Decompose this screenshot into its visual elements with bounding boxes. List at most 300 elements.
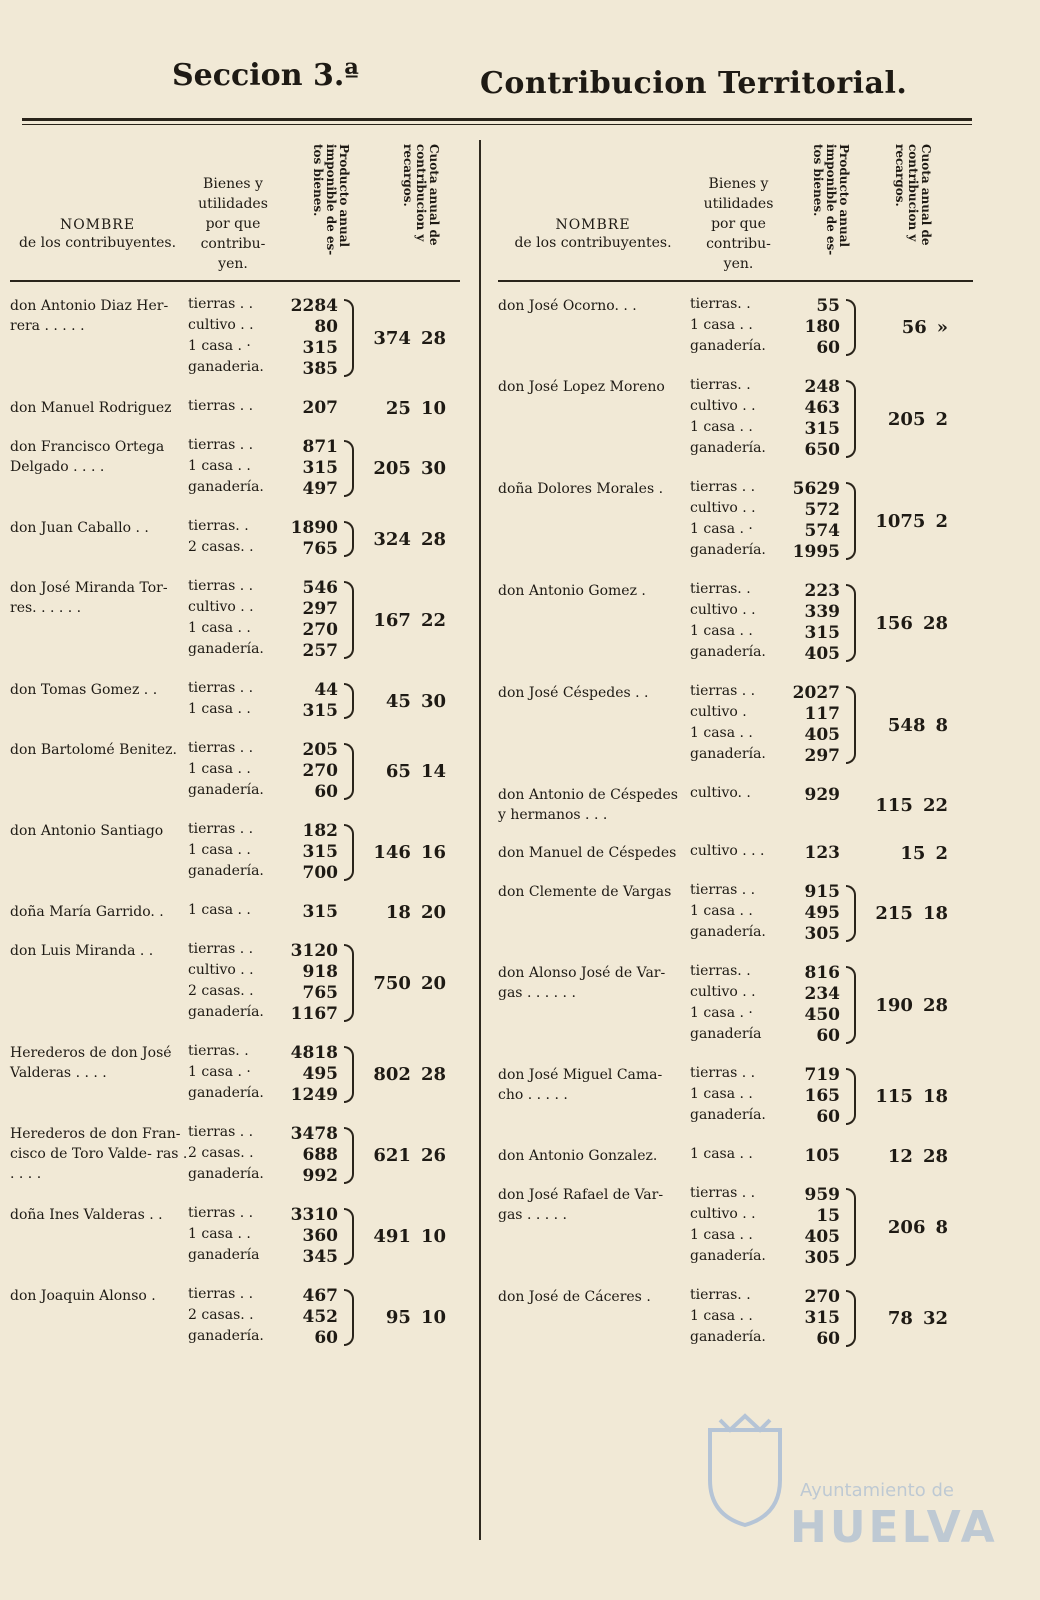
contributor-entry — [10, 680, 460, 722]
property-value: 495 — [804, 903, 840, 923]
property-type: 1 casa . . — [188, 620, 251, 636]
property-item — [690, 542, 840, 563]
property-value: 297 — [302, 599, 338, 619]
property-item — [188, 620, 338, 641]
property-type: ganadería. — [690, 644, 766, 660]
quota-maravedis: 30 — [420, 690, 446, 712]
brace-icon — [840, 963, 862, 1047]
contributor-name: don Joaquin Alonso . — [10, 1288, 156, 1304]
property-type: ganadería. — [690, 440, 766, 456]
property-type: tierras . . — [690, 882, 756, 898]
property-items — [188, 1124, 338, 1187]
property-value: 205 — [302, 740, 338, 760]
annual-quota — [360, 740, 446, 803]
property-value: 463 — [804, 398, 840, 418]
property-item — [188, 962, 338, 983]
quota-maravedis: 2 — [935, 408, 948, 430]
property-value: 405 — [804, 1227, 840, 1247]
quota-reales: 621 — [373, 1145, 411, 1166]
property-item — [690, 623, 840, 644]
property-value: 234 — [804, 984, 840, 1004]
property-item — [188, 1004, 338, 1025]
property-item — [690, 963, 840, 984]
brace-icon — [840, 479, 862, 563]
property-value: 339 — [804, 602, 840, 622]
brace-icon — [338, 902, 360, 923]
property-item — [188, 1124, 338, 1145]
right-column-header — [498, 140, 973, 282]
property-value: 297 — [804, 746, 840, 766]
property-value: 546 — [302, 578, 338, 598]
property-item — [690, 440, 840, 461]
annual-quota — [862, 882, 948, 945]
property-type: tierras . . — [188, 578, 254, 594]
property-items — [188, 941, 338, 1025]
annual-quota — [862, 296, 948, 359]
contributor-name: don Antonio Diaz Her- rera . . . . . — [10, 298, 169, 334]
property-item — [188, 1085, 338, 1106]
contributor-name: Herederos de don José Valderas . . . . — [10, 1045, 172, 1081]
annual-quota — [360, 398, 446, 419]
contributor-entry — [498, 683, 973, 767]
property-type: ganadería. — [690, 542, 766, 558]
property-value: 60 — [816, 1107, 840, 1127]
property-items — [188, 578, 338, 662]
right-entries — [498, 282, 973, 1350]
property-items — [690, 296, 840, 359]
property-item — [188, 458, 338, 479]
contributor-name: don Antonio de Céspedes y hermanos . . . — [498, 787, 678, 823]
property-type: ganadería. — [690, 338, 766, 354]
contributor-entry — [498, 843, 973, 864]
property-value: 574 — [804, 521, 840, 541]
property-type: cultivo . — [690, 704, 747, 720]
quota-reales: 78 — [887, 1308, 913, 1329]
contributor-name: don Antonio Gonzalez. — [498, 1148, 658, 1164]
property-item — [188, 1286, 338, 1307]
property-item — [188, 1166, 338, 1187]
property-type: ganadería. — [188, 1085, 264, 1101]
property-value: 15 — [816, 1206, 840, 1226]
property-items — [188, 821, 338, 884]
annual-quota — [360, 296, 446, 380]
property-value: 650 — [804, 440, 840, 460]
property-item — [188, 941, 338, 962]
property-type: cultivo . . — [690, 398, 756, 414]
contributor-entry — [498, 1146, 973, 1167]
property-items — [690, 882, 840, 945]
property-items — [690, 1146, 840, 1167]
property-item — [690, 1146, 840, 1167]
property-type: ganadería. — [188, 782, 264, 798]
property-item — [690, 296, 840, 317]
property-type: 1 casa . . — [188, 1226, 251, 1242]
property-value: 405 — [804, 644, 840, 664]
property-type: 1 casa . . — [690, 1227, 753, 1243]
property-value: 315 — [302, 902, 338, 922]
property-value: 360 — [302, 1226, 338, 1246]
property-type: 1 casa . . — [690, 903, 753, 919]
property-item — [188, 1328, 338, 1349]
contributor-name: don Bartolomé Benitez. — [10, 742, 177, 758]
quota-reales: 324 — [373, 528, 411, 550]
property-value: 405 — [804, 725, 840, 745]
property-items — [188, 1286, 338, 1349]
property-type: 1 casa . . — [188, 902, 251, 918]
property-type: 1 casa . . — [690, 1146, 753, 1162]
brace-icon — [338, 437, 360, 500]
property-items — [188, 902, 338, 923]
contributor-entry — [10, 518, 460, 560]
property-item — [188, 1307, 338, 1328]
property-value: 270 — [302, 620, 338, 640]
property-item — [188, 479, 338, 500]
property-items — [690, 377, 840, 461]
contributor-entry — [10, 740, 460, 803]
brace-icon — [338, 1205, 360, 1268]
contributor-name: don Clemente de Vargas — [498, 884, 672, 900]
property-value: 305 — [804, 924, 840, 944]
property-item — [690, 1086, 840, 1107]
contributor-entry — [10, 821, 460, 884]
property-type: tierras. . — [690, 1287, 751, 1303]
property-value: 918 — [302, 962, 338, 982]
property-value: 315 — [302, 458, 338, 478]
property-item — [188, 599, 338, 620]
brace-icon — [840, 683, 862, 767]
cuota-column-heading: Cuota anual de contribucion y recargos. — [401, 144, 441, 246]
quota-maravedis: » — [936, 317, 948, 338]
contributor-name: don Francisco Ortega Delgado . . . . — [10, 439, 165, 475]
property-items — [690, 843, 840, 864]
left-column-header — [10, 140, 460, 282]
property-item — [188, 359, 338, 380]
property-type: tierras . . — [188, 1124, 254, 1140]
property-value: 257 — [302, 641, 338, 661]
quota-reales: 374 — [373, 327, 411, 349]
brace-icon — [338, 578, 360, 662]
contributor-entry — [498, 1287, 973, 1350]
property-value: 117 — [804, 704, 840, 724]
property-type: cultivo . . — [690, 500, 756, 516]
quota-reales: 115 — [875, 794, 913, 816]
property-item — [690, 1185, 840, 1206]
quota-maravedis: 20 — [420, 972, 446, 994]
property-value: 816 — [804, 963, 840, 983]
property-value: 700 — [302, 863, 338, 883]
property-type: tierras . . — [188, 398, 254, 414]
property-item — [690, 419, 840, 440]
brace-icon — [840, 296, 862, 359]
brace-icon — [338, 518, 360, 560]
property-type: 1 casa . . — [690, 1086, 753, 1102]
property-item — [188, 518, 338, 539]
property-type: tierras . . — [690, 479, 756, 495]
property-type: 1 casa . . — [188, 842, 251, 858]
property-value: 450 — [804, 1005, 840, 1025]
contributor-entry — [498, 963, 973, 1047]
brace-icon — [338, 941, 360, 1025]
property-type: cultivo . . — [188, 962, 254, 978]
property-value: 223 — [804, 581, 840, 601]
annual-quota — [360, 518, 446, 560]
brace-icon — [840, 377, 862, 461]
property-type: cultivo . . — [690, 984, 756, 1000]
property-items — [188, 296, 338, 380]
left-table — [10, 140, 460, 1367]
contributor-entry — [498, 1065, 973, 1128]
property-type: ganaderia. — [188, 359, 264, 375]
annual-quota — [360, 1286, 446, 1349]
property-value: 497 — [302, 479, 338, 499]
quota-reales: 18 — [385, 902, 411, 923]
property-items — [188, 437, 338, 500]
property-item — [188, 398, 338, 419]
property-item — [690, 581, 840, 602]
property-type: ganadería. — [690, 1107, 766, 1123]
property-type: tierras. . — [690, 296, 751, 312]
property-item — [188, 1043, 338, 1064]
property-type: tierras. . — [188, 518, 249, 534]
contributor-name: don Alonso José de Var- gas . . . . . . — [498, 965, 666, 1001]
brace-icon — [840, 1146, 862, 1167]
quota-maravedis: 28 — [922, 612, 948, 634]
property-type: 1 casa . . — [690, 419, 753, 435]
brace-icon — [338, 1286, 360, 1349]
page-header — [0, 58, 1040, 108]
property-type: 1 casa . . — [690, 317, 753, 333]
property-item — [690, 1329, 840, 1350]
property-type: ganadería. — [690, 1329, 766, 1345]
column-separator — [479, 140, 481, 1540]
property-value: 248 — [804, 377, 840, 397]
contributor-entry — [498, 882, 973, 945]
property-item — [188, 296, 338, 317]
property-item — [188, 1064, 338, 1085]
property-item — [690, 1248, 840, 1269]
property-item — [690, 984, 840, 1005]
property-item — [188, 761, 338, 782]
property-item — [188, 578, 338, 599]
property-value: 4818 — [290, 1043, 338, 1063]
annual-quota — [360, 941, 446, 1025]
property-type: tierras . . — [690, 1065, 756, 1081]
quota-reales: 167 — [373, 609, 411, 631]
contributor-name: doña Ines Valderas . . — [10, 1207, 163, 1223]
section-title: Seccion 3.ª — [172, 58, 359, 93]
property-item — [690, 1287, 840, 1308]
property-item — [690, 746, 840, 767]
contributor-name: Herederos de don Fran- cisco de Toro Valde- ras . . . . . — [10, 1126, 188, 1182]
quota-maravedis: 22 — [420, 609, 446, 631]
property-type: 1 casa . · — [690, 1005, 753, 1021]
property-item — [690, 602, 840, 623]
contributor-entry — [10, 941, 460, 1025]
contributor-entry — [10, 1286, 460, 1349]
property-item — [690, 1005, 840, 1026]
page-title: Contribucion Territorial. — [480, 66, 908, 101]
contributor-name: don Antonio Gomez . — [498, 583, 646, 599]
property-item — [690, 1065, 840, 1086]
quota-reales: 146 — [373, 842, 411, 863]
property-value: 60 — [816, 1026, 840, 1046]
contributor-entry — [10, 296, 460, 380]
property-value: 467 — [302, 1286, 338, 1306]
quota-reales: 45 — [385, 690, 411, 712]
property-value: 959 — [804, 1185, 840, 1205]
property-value: 315 — [804, 1308, 840, 1328]
quota-maravedis: 8 — [935, 1216, 948, 1238]
property-item — [188, 842, 338, 863]
property-type: tierras. . — [690, 963, 751, 979]
annual-quota — [360, 902, 446, 923]
quota-maravedis: 14 — [420, 761, 446, 782]
property-type: ganadería. — [188, 641, 264, 657]
quota-maravedis: 26 — [420, 1145, 446, 1166]
annual-quota — [862, 963, 948, 1047]
property-value: 2284 — [290, 296, 338, 316]
brace-icon — [840, 1065, 862, 1128]
property-value: 929 — [804, 785, 840, 805]
property-value: 385 — [302, 359, 338, 379]
annual-quota — [360, 821, 446, 884]
quota-reales: 491 — [373, 1226, 411, 1247]
property-type: tierras . . — [188, 296, 254, 312]
property-value: 765 — [302, 539, 338, 559]
property-value: 1995 — [792, 542, 840, 562]
quota-reales: 205 — [373, 458, 411, 479]
property-value: 44 — [314, 680, 338, 700]
property-item — [188, 680, 338, 701]
contributor-entry — [498, 1185, 973, 1269]
property-value: 182 — [302, 821, 338, 841]
property-type: tierras . . — [188, 740, 254, 756]
annual-quota — [862, 1146, 948, 1167]
quota-maravedis: 28 — [420, 1064, 446, 1085]
property-value: 452 — [302, 1307, 338, 1327]
property-type: tierras. . — [690, 581, 751, 597]
property-item — [690, 479, 840, 500]
property-type: ganadería. — [188, 1166, 264, 1182]
header-rule — [22, 118, 972, 121]
property-items — [188, 518, 338, 560]
annual-quota — [862, 377, 948, 461]
annual-quota — [360, 680, 446, 722]
property-type: tierras . . — [188, 437, 254, 453]
property-items — [188, 1043, 338, 1106]
quota-maravedis: 10 — [420, 1226, 446, 1247]
property-item — [690, 398, 840, 419]
brace-icon — [840, 1185, 862, 1269]
property-type: 1 casa . . — [188, 458, 251, 474]
property-value: 315 — [804, 623, 840, 643]
property-item — [690, 704, 840, 725]
annual-quota — [862, 785, 948, 825]
quota-maravedis: 10 — [420, 1307, 446, 1328]
property-type: tierras . . — [690, 1185, 756, 1201]
property-value: 3478 — [290, 1124, 338, 1144]
annual-quota — [862, 479, 948, 563]
property-value: 3310 — [290, 1205, 338, 1225]
brace-icon — [338, 296, 360, 380]
brace-icon — [840, 581, 862, 665]
property-item — [690, 644, 840, 665]
property-item — [188, 1205, 338, 1226]
property-type: 2 casas. . — [188, 539, 254, 555]
quota-maravedis: 28 — [420, 528, 446, 550]
contributor-name: don Tomas Gomez . . — [10, 682, 158, 698]
producto-column-heading: Producto anual imponible de es- tos bienes. — [811, 144, 851, 256]
property-item — [188, 782, 338, 803]
property-type: tierras . . — [690, 683, 756, 699]
quota-maravedis: 28 — [922, 1146, 948, 1167]
property-item — [188, 863, 338, 884]
property-item — [690, 1206, 840, 1227]
contributor-entry — [10, 1205, 460, 1268]
property-item — [690, 725, 840, 746]
quota-reales: 95 — [385, 1307, 411, 1328]
quota-reales: 205 — [887, 408, 926, 430]
property-type: 1 casa . . — [690, 725, 753, 741]
quota-reales: 56 — [901, 317, 927, 338]
contributor-name: don Antonio Santiago — [10, 823, 164, 839]
property-type: tierras . . — [188, 1286, 254, 1302]
contributor-entry — [498, 296, 973, 359]
property-items — [690, 581, 840, 665]
quota-reales: 156 — [875, 612, 913, 634]
property-items — [690, 479, 840, 563]
property-items — [188, 1205, 338, 1268]
property-value: 315 — [302, 338, 338, 358]
property-type: cultivo . . — [690, 1206, 756, 1222]
property-type: 2 casas. . — [188, 983, 254, 999]
left-entries — [10, 282, 460, 1349]
property-value: 60 — [314, 1328, 338, 1348]
property-value: 1249 — [290, 1085, 338, 1105]
bienes-column-heading: Bienes y utilidades por que contribu- yen. — [703, 176, 774, 272]
quota-reales: 12 — [887, 1146, 913, 1167]
property-type: cultivo. . — [690, 785, 751, 801]
property-value: 315 — [302, 701, 338, 721]
name-column-heading: NOMBRE de los contribuyentes. — [18, 217, 177, 251]
quota-maravedis: 20 — [420, 902, 446, 923]
property-items — [690, 1287, 840, 1350]
property-value: 105 — [804, 1146, 840, 1166]
contributor-name: don José Lopez Moreno — [498, 379, 665, 395]
property-item — [188, 1145, 338, 1166]
property-item — [690, 338, 840, 359]
property-type: cultivo . . — [690, 602, 756, 618]
property-type: 2 casas. . — [188, 1145, 254, 1161]
contributor-name: doña Dolores Morales . — [498, 481, 664, 497]
property-value: 165 — [804, 1086, 840, 1106]
property-item — [690, 1026, 840, 1047]
property-item — [690, 903, 840, 924]
contributor-entry — [10, 1124, 460, 1187]
annual-quota — [862, 1185, 948, 1269]
quota-reales: 65 — [385, 761, 411, 782]
property-value: 915 — [804, 882, 840, 902]
quota-reales: 750 — [373, 972, 411, 994]
contributor-name: don Manuel de Céspedes — [498, 845, 677, 861]
property-item — [690, 924, 840, 945]
property-item — [188, 821, 338, 842]
property-item — [188, 1247, 338, 1268]
coat-of-arms-icon — [700, 1410, 790, 1530]
property-type: ganadería — [188, 1247, 260, 1263]
property-value: 2027 — [792, 683, 840, 703]
name-column-heading: NOMBRE de los contribuyentes. — [514, 217, 672, 251]
